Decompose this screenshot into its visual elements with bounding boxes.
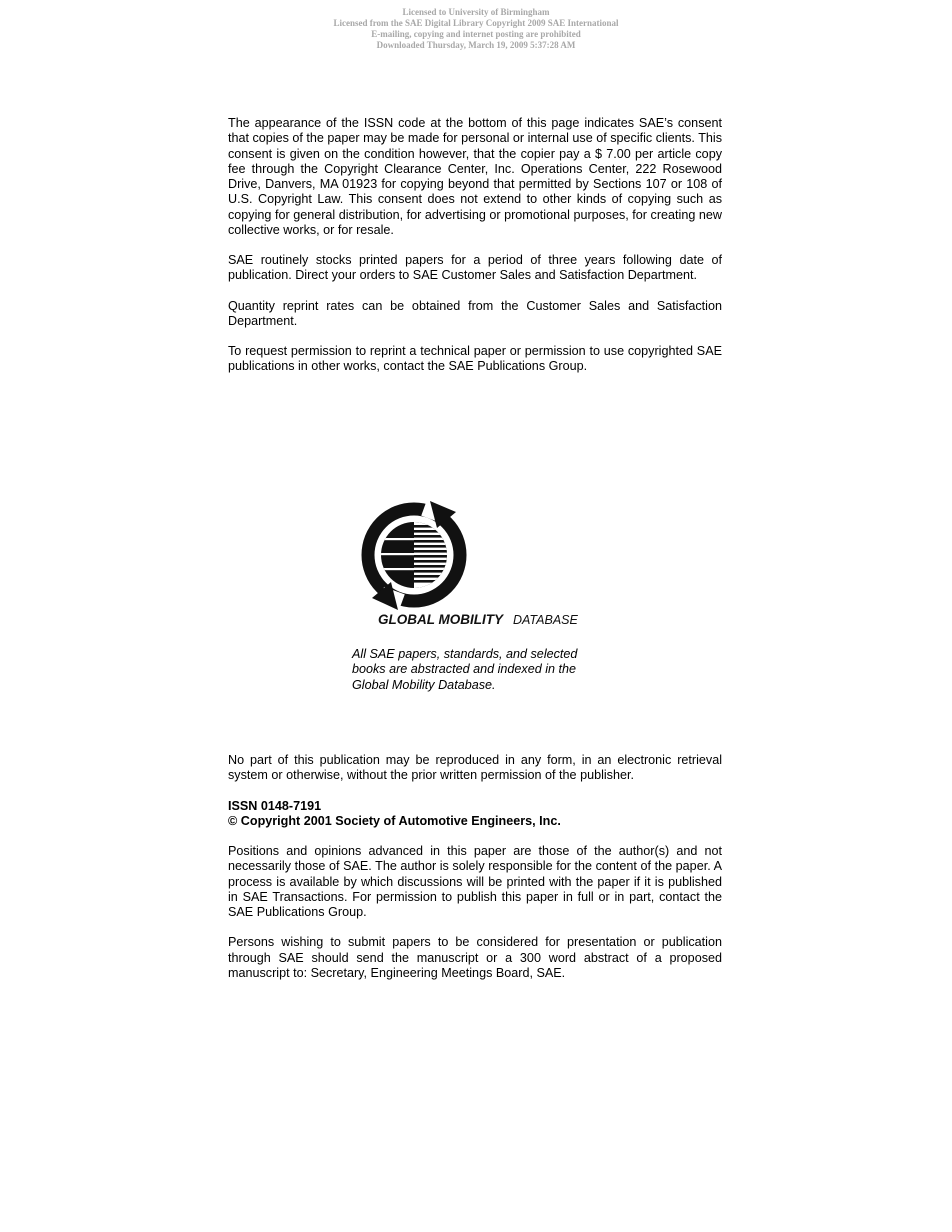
caption-line: All SAE papers, standards, and selected: [352, 647, 578, 661]
license-watermark: [0, 7, 952, 51]
global-mobility-arrows-icon: [368, 498, 460, 613]
stock-paragraph: SAE routinely stocks printed papers for a period of three years following date of publication. Direct your orders to SAE Customer Sales and Satisfaction Department.: [228, 253, 722, 283]
copyright-line: © Copyright 2001 Society of Automotive Engineers, Inc.: [228, 813, 561, 828]
reprint-permission-paragraph: To request permission to reprint a technical paper or permission to use copyrighted SAE publications in other works, contact the SAE Publications Group.: [228, 344, 722, 374]
opinions-paragraph: Positions and opinions advanced in this paper are those of the author(s) and not necessarily those of SAE. The author is solely responsible for the content of the paper. A process is available by which discussions will be printed with the paper if it is published in SAE Transactions. For permission to publish this paper in full or in part, contact the SAE Publications Group.: [228, 844, 722, 919]
copyright-notice-section: [228, 116, 722, 390]
logo-caption: [352, 647, 602, 693]
reproduction-paragraph: No part of this publication may be reproduced in any form, in an electronic retrieval system or otherwise, without the prior written permission of the publisher.: [228, 753, 722, 783]
issn-consent-paragraph: The appearance of the ISSN code at the bottom of this page indicates SAE’s consent that copies of the paper may be made for personal or internal use of specific clients. This consent is given on the condition however, that the copier pay a $ 7.00 per article copy fee through the Copyright Clearance Center, Inc. Operations Center, 222 Rosewood Drive, Danvers, MA 01923 for copying beyond that permitted by Sections 107 or 108 of U.S. Copyright Law. This consent does not extend to other kinds of copying such as copying for general distribution, for advertising or promotional purposes, for creating new collective works, or for resale.: [228, 116, 722, 237]
license-line: Licensed to University of Birmingham: [402, 7, 550, 17]
caption-line: Global Mobility Database.: [352, 677, 496, 692]
license-line: E-mailing, copying and internet posting are prohibited: [371, 29, 581, 39]
issn-number: ISSN 0148-7191: [228, 798, 322, 813]
global-mobility-database-logo: [358, 498, 578, 630]
license-line: Downloaded Thursday, March 19, 2009 5:37:28 AM: [376, 40, 576, 50]
logo-wordmark-bold: GLOBAL MOBILITY: [378, 612, 503, 627]
submission-paragraph: Persons wishing to submit papers to be considered for presentation or publication through SAE should send the manuscript or a 300 word abstract of a proposed manuscript to: Secretary, Engineering Meetings Board, SAE.: [228, 935, 722, 980]
caption-line: books are abstracted and indexed in the: [352, 662, 577, 677]
logo-wordmark-light: DATABASE: [513, 613, 578, 627]
reprint-rates-paragraph: Quantity reprint rates can be obtained from the Customer Sales and Satisfaction Department.: [228, 298, 722, 328]
publication-rights-section: [228, 753, 722, 996]
issn-block: [228, 799, 722, 830]
license-line: Licensed from the SAE Digital Library Copyright 2009 SAE International: [333, 18, 619, 28]
